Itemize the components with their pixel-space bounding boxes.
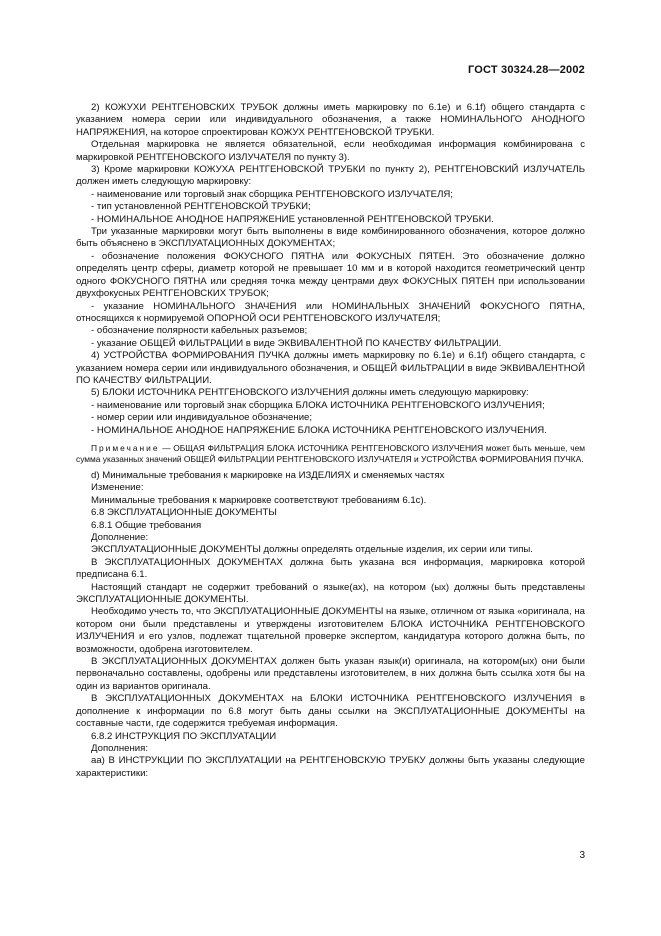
note-text: — ОБЩАЯ ФИЛЬТРАЦИЯ БЛОКА ИСТОЧНИКА РЕНТГЕНОВСКОГО ИЗЛУЧЕНИЯ может быть меньше, чем сумма указанных значений ОБЩЕЙ ФИЛЬТРАЦИИ РЕНТГЕНОВСКОГО ИЗЛУЧАТЕЛЯ и УСТРОЙСТВА ФОРМИРОВАНИЯ ПУЧКА. [76, 442, 585, 464]
paragraph: - обозначение полярности кабельных разъемов; [91, 325, 308, 337]
paragraph: - наименование или торговый знак сборщика БЛОКА ИСТОЧНИКА РЕНТГЕНОВСКОГО ИЗЛУЧЕНИЯ; [91, 399, 545, 411]
paragraph: Настоящий стандарт не содержит требований о языке(ах), на котором (ых) должны быть представлены ЭКСПЛУАТАЦИОННЫЕ ДОКУМЕНТЫ. [76, 581, 585, 606]
paragraph: 4) УСТРОЙСТВА ФОРМИРОВАНИЯ ПУЧКА должны иметь маркировку по 6.1е) и 6.1f) общего стандарта, с указанием номера серии или индивидуального обозначения, и ОБЩЕЙ ФИЛЬТРАЦИИ в виде ЭКВИВАЛЕНТНОЙ ПО КАЧЕСТВУ ФИЛЬТРАЦИИ. [76, 350, 585, 386]
paragraph: Отдельная маркировка не является обязательной, если необходимая информация комбинирована с маркировкой РЕНТГЕНОВСКОГО ИЗЛУЧАТЕЛЯ по пункту 3). [76, 139, 585, 163]
paragraph: 2) КОЖУХИ РЕНТГЕНОВСКИХ ТРУБОК должны иметь маркировку по 6.1е) и 6.1f) общего стандарта с указанием номера серии или индивидуального обозначения, а также НОМИНАЛЬНОГО АНОДНОГО НАПРЯЖЕНИЯ, на которое спроектирован КОЖУХ РЕНТГЕНОВСКОЙ ТРУБКИ. [76, 102, 585, 138]
paragraph: Три указанные маркировки могут быть выполнены в виде комбинированного обозначения, которое должно быть объяснено в ЭКСПЛУАТАЦИОННЫХ ДОКУМЕНТАХ; [76, 226, 585, 250]
paragraph: Изменение: [91, 482, 144, 494]
paragraph: - НОМИНАЛЬНОЕ АНОДНОЕ НАПРЯЖЕНИЕ БЛОКА ИСТОЧНИКА РЕНТГЕНОВСКОГО ИЗЛУЧЕНИЯ. [91, 424, 547, 436]
paragraph: 6.8 ЭКСПЛУАТАЦИОННЫЕ ДОКУМЕНТЫ [91, 507, 277, 519]
paragraph: Дополнения: [91, 742, 149, 754]
paragraph: Необходимо учесть то, что ЭКСПЛУАТАЦИОННЫЕ ДОКУМЕНТЫ на языке, отличном от языка «оригинала, на котором они были представлены и утверждены изготовителем БЛОКА ИСТОЧНИКА РЕНТГЕНОВСКОГО ИЗЛУЧЕНИЯ и его узлов, подлежат тщательной проверке экспертом, кандидатура которого должна быть, по возможности, одобрена изготовителем. [76, 606, 585, 655]
paragraph: 5) БЛОКИ ИСТОЧНИКА РЕНТГЕНОВСКОГО ИЗЛУЧЕНИЯ должны иметь следующую маркировку: [91, 387, 529, 399]
paragraph: - указание ОБЩЕЙ ФИЛЬТРАЦИИ в виде ЭКВИВАЛЕНТНОЙ ПО КАЧЕСТВУ ФИЛЬТРАЦИИ. [91, 337, 502, 349]
paragraph: - обозначение положения ФОКУСНОГО ПЯТНА или ФОКУСНЫХ ПЯТЕН. Это обозначение должно определять центр сферы, диаметр которой не превышает 10 мм и в которой находится геометрический центр одного ФОКУСНОГО ПЯТНА или средняя точка между центрами двух ФОКУСНЫХ ПЯТЕН при использовании двухфокусных РЕНТГЕНОВСКИХ ТРУБОК; [76, 250, 585, 300]
marking-requirements-section [76, 102, 585, 437]
paragraph: 6.8.1 Общие требования [91, 519, 202, 531]
page-number: 3 [579, 850, 585, 861]
paragraph: - номер серии или индивидуальное обозначение; [91, 412, 313, 424]
paragraph: - наименование или торговый знак сборщика РЕНТГЕНОВСКОГО ИЗЛУЧАТЕЛЯ; [91, 188, 453, 200]
paragraph: - указание НОМИНАЛЬНОГО ЗНАЧЕНИЯ или НОМИНАЛЬНЫХ ЗНАЧЕНИЙ ФОКУСНОГО ПЯТНА, относящихся к нормируемой ОПОРНОЙ ОСИ РЕНТГЕНОВСКОГО ИЗЛУЧАТЕЛЯ; [76, 300, 585, 324]
paragraph: 6.8.2 ИНСТРУКЦИЯ ПО ЭКСПЛУАТАЦИИ [91, 730, 277, 742]
paragraph: Дополнение: [91, 532, 149, 543]
note-paragraph [76, 443, 585, 465]
paragraph: В ЭКСПЛУАТАЦИОННЫХ ДОКУМЕНТАХ должен быть указан язык(и) оригинала, на котором(ых) они были первоначально составлены, одобрены или представлены изготовителем, в них должна быть ссылка хотя бы на один из вариантов оригинала. [76, 656, 585, 692]
paragraph: Минимальные требования к маркировке соответствуют требованиям 6.1с). [91, 494, 427, 506]
document-body [76, 102, 585, 780]
paragraph: d) Минимальные требования к маркировке на ИЗДЕЛИЯХ и сменяемых частях [91, 469, 445, 481]
paragraph: - тип установленной РЕНТГЕНОВСКОЙ ТРУБКИ; [91, 201, 311, 213]
paragraph: В ЭКСПЛУАТАЦИОННЫХ ДОКУМЕНТАХ должна быть указана вся информация, маркировка которой предписана 6.1. [76, 556, 585, 581]
operational-documents-section [76, 470, 585, 780]
paragraph: В ЭКСПЛУАТАЦИОННЫХ ДОКУМЕНТАХ на БЛОКИ ИСТОЧНИКА РЕНТГЕНОВСКОГО ИЗЛУЧЕНИЯ в дополнение к информации по 6.8 могут быть даны ссылки на ЭКСПЛУАТАЦИОННЫЕ ДОКУМЕНТЫ на составные части, где содержится требуемая информация. [76, 693, 585, 730]
paragraph: - НОМИНАЛЬНОЕ АНОДНОЕ НАПРЯЖЕНИЕ установленной РЕНТГЕНОВСКОЙ ТРУБКИ. [91, 213, 494, 225]
paragraph: ЭКСПЛУАТАЦИОННЫЕ ДОКУМЕНТЫ должны определять отдельные изделия, их серии или типы. [91, 544, 533, 556]
paragraph: 3) Кроме маркировки КОЖУХА РЕНТГЕНОВСКОЙ ТРУБКИ по пункту 2), РЕНТГЕНОВСКИЙ ИЗЛУЧАТЕЛЬ должен иметь следующую маркировку: [76, 164, 585, 188]
note-label: Примечание [91, 442, 160, 453]
document-id-header: ГОСТ 30324.28—2002 [467, 64, 585, 76]
paragraph: аа) В ИНСТРУКЦИИ ПО ЭКСПЛУАТАЦИИ на РЕНТГЕНОВСКУЮ ТРУБКУ должны быть указаны следующие характеристики: [76, 755, 585, 779]
